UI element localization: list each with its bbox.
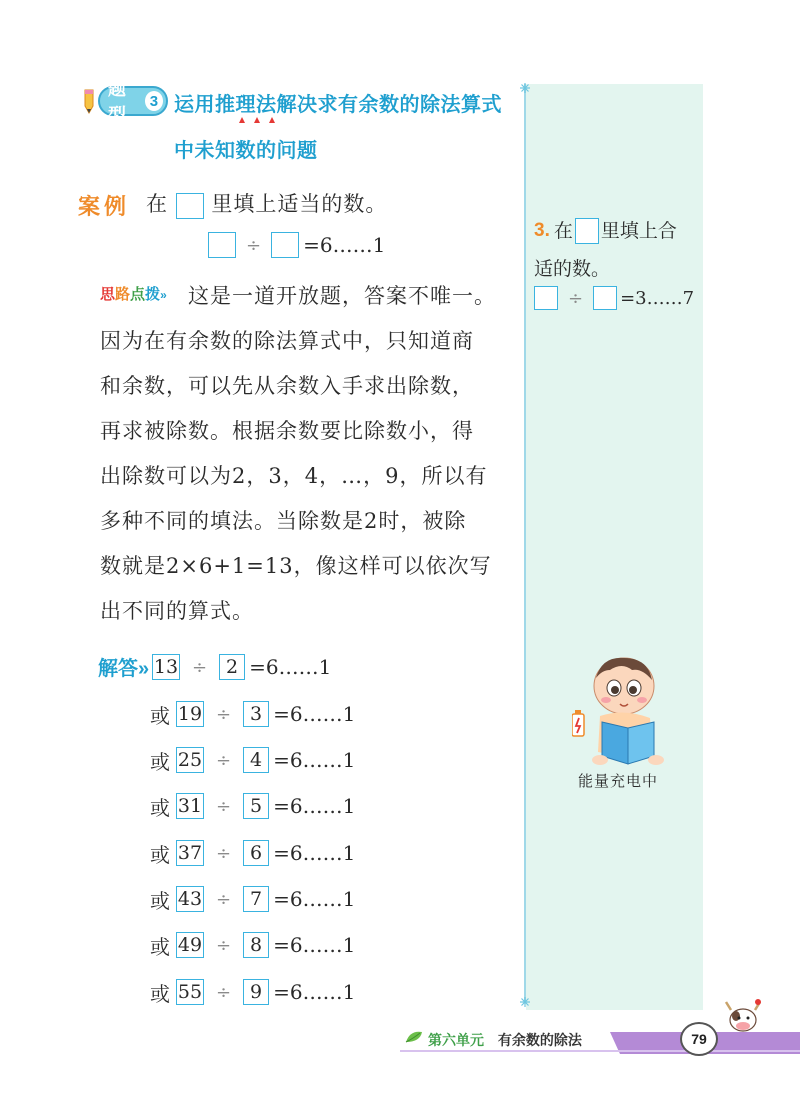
badge-number: 3 <box>145 91 163 111</box>
dividend-box: 55 <box>177 981 203 1003</box>
divisor-blank[interactable] <box>593 286 617 310</box>
or-word: 或 <box>150 842 170 867</box>
hint-line-1: 因为在有余数的除法算式中，只知道商 <box>100 329 474 353</box>
reading-child-illustration <box>572 652 668 772</box>
divisor-box: 6 <box>243 840 269 866</box>
section-title-line1: 运用推理法解决求有余数的除法算式 <box>174 94 502 116</box>
answer-rhs: =6……1 <box>273 933 356 957</box>
division-sign: ÷ <box>216 842 232 864</box>
dividend-box: 31 <box>177 795 203 817</box>
division-sign: ÷ <box>568 287 584 309</box>
dividend-box: 43 <box>177 888 203 910</box>
dividend-box: 49 <box>177 934 203 956</box>
question-number: 3. <box>534 220 550 241</box>
or-word: 或 <box>150 934 170 959</box>
emphasis-dots <box>239 117 279 123</box>
blank-box <box>176 193 204 219</box>
divisor-box: 3 <box>243 701 269 727</box>
answer-rhs: =6……1 <box>273 887 356 911</box>
dividend-box: 37 <box>177 842 203 864</box>
equation-rhs: =6……1 <box>303 233 386 257</box>
footer-text <box>428 1030 582 1050</box>
snowflake-icon <box>519 996 531 1008</box>
division-sign: ÷ <box>192 656 208 678</box>
section-title-line2: 中未知数的问题 <box>174 140 318 162</box>
division-sign: ÷ <box>216 981 232 1003</box>
practice-equation <box>534 286 694 310</box>
pencil-icon <box>82 88 96 114</box>
divisor-blank[interactable] <box>271 232 299 258</box>
divisor-box: 8 <box>243 932 269 958</box>
divisor-box: 5 <box>243 793 269 819</box>
hint-line-3: 再求被除数。根据余数要比除数小，得 <box>100 419 474 443</box>
question-type-badge <box>82 79 168 125</box>
question-pre: 在 <box>553 220 573 242</box>
snowflake-icon <box>519 82 531 94</box>
answer-rhs: =6……1 <box>273 702 356 726</box>
dividend-box: 25 <box>177 749 203 771</box>
answer-rhs: =6……1 <box>249 655 332 679</box>
hint-mark: » <box>160 288 167 302</box>
example-prompt <box>146 188 387 219</box>
badge-text: 题型 <box>108 79 126 125</box>
division-sign: ÷ <box>216 934 232 956</box>
or-word: 或 <box>150 749 170 774</box>
answer-row <box>150 838 355 868</box>
badge-pill <box>98 79 168 125</box>
blank-box <box>575 218 599 244</box>
hint-label: 思路点拨» <box>100 286 167 303</box>
answer-row <box>150 699 355 729</box>
answer-row <box>152 652 331 682</box>
example-prompt-pre: 在 <box>146 192 168 216</box>
hint-line-4: 出除数可以为2，3，4，…，9，所以有 <box>100 464 488 488</box>
mascot-caption: 能量充电中 <box>578 772 659 790</box>
dividend-blank[interactable] <box>208 232 236 258</box>
answer-row <box>150 791 355 821</box>
answer-row <box>150 884 355 914</box>
footer-unit: 第六单元 <box>428 1032 484 1048</box>
division-sign: ÷ <box>216 749 232 771</box>
answer-rhs: =6……1 <box>273 841 356 865</box>
example-label: 案例 <box>78 194 131 219</box>
page-number: 79 <box>680 1022 718 1056</box>
divisor-box: 2 <box>219 654 245 680</box>
equation-rhs: =3……7 <box>620 287 695 309</box>
hint-line-0: 这是一道开放题，答案不唯一。 <box>188 284 496 308</box>
practice-question-line1 <box>534 212 699 250</box>
hint-line-7: 出不同的算式。 <box>100 599 254 623</box>
or-word: 或 <box>150 795 170 820</box>
or-word: 或 <box>150 981 170 1006</box>
dividend-blank[interactable] <box>534 286 558 310</box>
hint-line-6: 数就是2×6+1=13，像这样可以依次写 <box>100 554 492 578</box>
practice-question <box>534 212 699 288</box>
answer-rhs: =6……1 <box>273 748 356 772</box>
hint-line-5: 多种不同的填法。当除数是2时，被除 <box>100 509 467 533</box>
answer-rhs: =6……1 <box>273 794 356 818</box>
answer-row <box>150 930 355 960</box>
practice-question-line2: 适的数。 <box>534 258 611 280</box>
cow-mascot-icon <box>722 996 764 1036</box>
answer-rhs: =6……1 <box>273 980 356 1004</box>
dividend-box: 13 <box>153 656 179 678</box>
divisor-box: 4 <box>243 747 269 773</box>
answer-row <box>150 977 355 1007</box>
answer-row <box>150 745 355 775</box>
example-prompt-post: 里填上适当的数。 <box>211 192 388 216</box>
division-sign: ÷ <box>216 795 232 817</box>
or-word: 或 <box>150 888 170 913</box>
division-sign: ÷ <box>216 888 232 910</box>
or-word: 或 <box>150 703 170 728</box>
dividend-box: 19 <box>177 703 203 725</box>
division-sign: ÷ <box>246 234 262 256</box>
divisor-box: 9 <box>243 979 269 1005</box>
leaf-icon <box>404 1028 424 1046</box>
division-sign: ÷ <box>216 703 232 725</box>
hint-line-2: 和余数，可以先从余数入手求出除数， <box>100 374 474 398</box>
side-panel-divider <box>524 84 526 1002</box>
question-post: 里填上合 <box>600 220 677 242</box>
answer-label: 解答» <box>98 658 150 680</box>
footer-topic: 有余数的除法 <box>497 1032 582 1048</box>
example-equation <box>208 232 385 258</box>
divisor-box: 7 <box>243 886 269 912</box>
